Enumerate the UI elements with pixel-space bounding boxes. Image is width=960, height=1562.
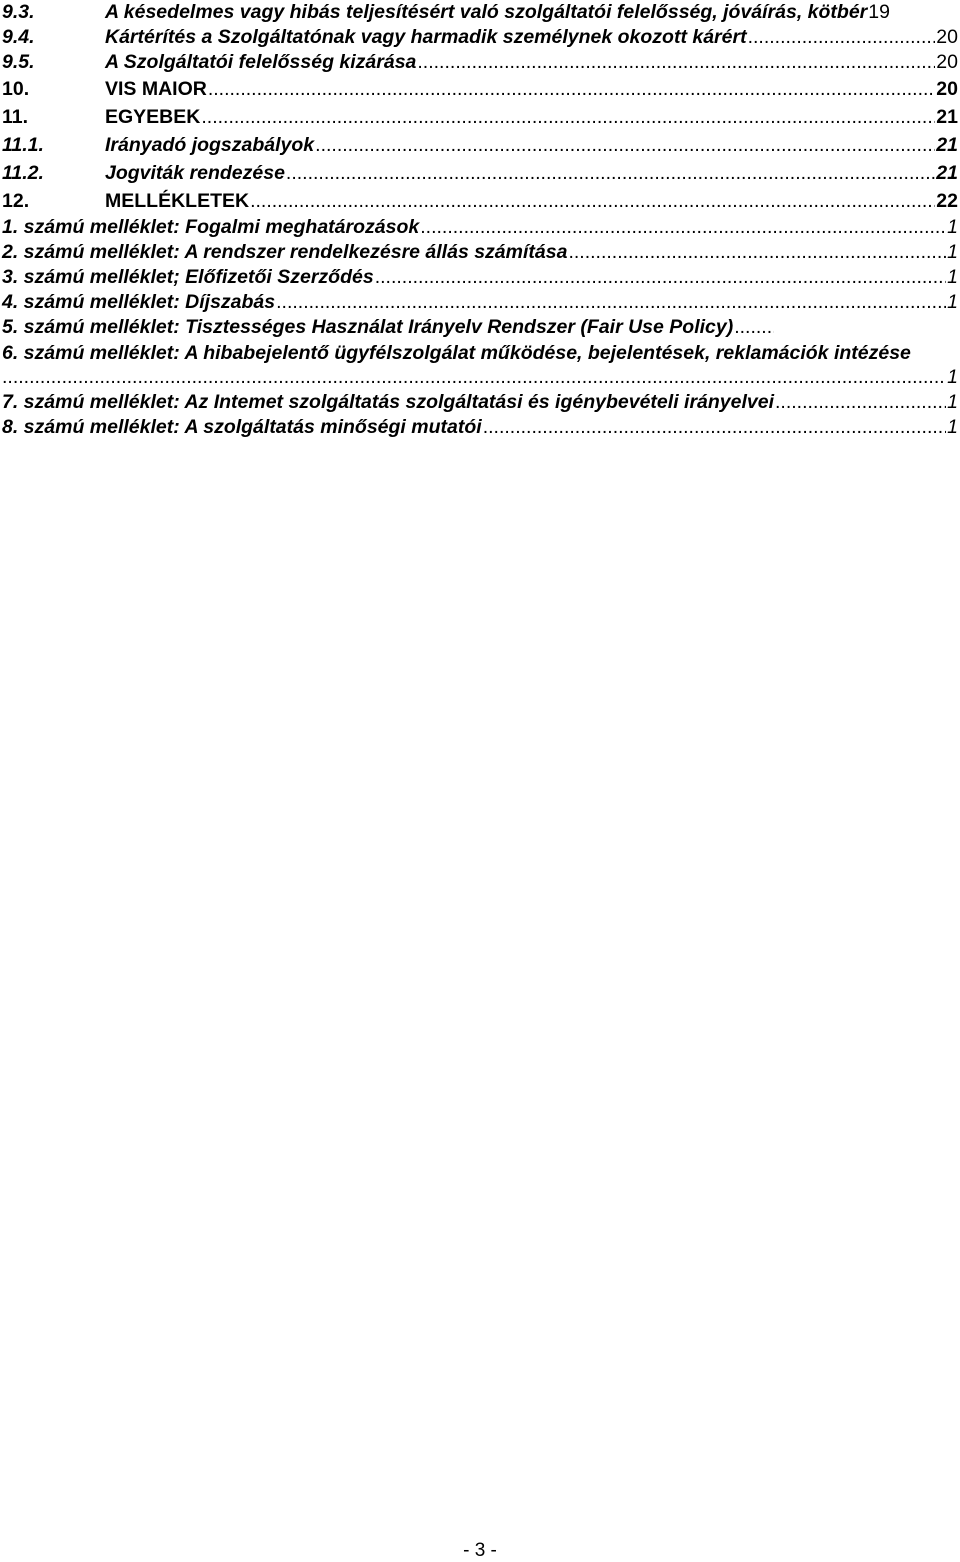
toc-annex-3[interactable] — [2, 265, 960, 290]
toc-entry-number: 11. — [2, 106, 29, 128]
toc-entry-number: 11.2. — [2, 162, 44, 184]
toc-annex-page: 1 — [947, 416, 958, 438]
toc-entry-title: A késedelmes vagy hibás teljesítésért való szolgáltatói felelősség, jóváírás, kötbér — [105, 1, 868, 23]
toc-entry-title: EGYEBEK — [105, 106, 201, 128]
toc-annex-page: 1 — [947, 266, 958, 288]
toc-leader-dots — [748, 25, 936, 50]
toc-annex-title: 6. számú melléklet: A hibabejelentő ügyfélszolgálat működése, bejelentések, reklamációk intézése — [2, 342, 911, 364]
toc-leader-dots — [483, 415, 946, 440]
toc-leader-dots — [315, 131, 935, 159]
toc-entry-title: VIS MAIOR — [105, 78, 207, 100]
toc-entry-page: 20 — [936, 51, 958, 73]
toc-leader-dots — [568, 240, 946, 265]
toc-annex-title: 1. számú melléklet: Fogalmi meghatározások — [2, 216, 420, 238]
toc-entry-page: 21 — [936, 134, 958, 156]
toc-annex-page: 1 — [947, 366, 958, 388]
toc-leader-dots — [250, 187, 935, 215]
toc-entry-11-1[interactable] — [2, 131, 960, 159]
toc-annex-1[interactable] — [2, 215, 960, 240]
toc-entry-9-3[interactable] — [2, 0, 960, 25]
toc-entry-10[interactable] — [2, 75, 960, 103]
toc-entry-number: 12. — [2, 190, 30, 212]
toc-leader-dots — [208, 75, 935, 103]
toc-annex-6-leader — [2, 365, 960, 390]
toc-annex-title: 4. számú melléklet: Díjszabás — [2, 291, 276, 313]
toc-leader-dots — [420, 215, 946, 240]
toc-entry-number: 9.5. — [2, 51, 35, 73]
toc-leader-dots — [201, 103, 935, 131]
toc-annex-8[interactable] — [2, 415, 960, 440]
toc-entry-number: 9.3. — [2, 1, 35, 23]
toc-annex-title: 7. számú melléklet: Az Intemet szolgáltatás szolgáltatási és igénybevételi irányelvei — [2, 391, 775, 413]
toc-entry-title: A Szolgáltatói felelősség kizárása — [105, 51, 417, 73]
toc-annex-6[interactable] — [2, 340, 960, 365]
toc-annex-page: 1 — [947, 216, 958, 238]
toc-leader-dots — [276, 290, 946, 315]
toc-entry-title: MELLÉKLETEK — [105, 190, 250, 212]
toc-annex-title: 2. számú melléklet: A rendszer rendelkezésre állás számítása — [2, 241, 568, 263]
toc-entry-page: 21 — [936, 106, 958, 128]
toc-leader-dots — [286, 159, 935, 187]
toc-entry-page: 19 — [868, 1, 890, 23]
page-number: - 3 - — [463, 1540, 497, 1561]
toc-entry-page: 20 — [936, 26, 958, 48]
toc-annex-page: 1 — [947, 241, 958, 263]
toc-entry-11[interactable] — [2, 103, 960, 131]
toc-entry-9-5[interactable] — [2, 50, 960, 75]
toc-annex-2[interactable] — [2, 240, 960, 265]
toc-entry-title: Irányadó jogszabályok — [105, 134, 315, 156]
toc-entry-page: 22 — [936, 190, 958, 212]
toc-leader-dots — [375, 265, 946, 290]
toc-annex-title: 3. számú melléklet; Előfizetői Szerződés — [2, 266, 374, 288]
toc-leader-dots — [734, 315, 774, 340]
toc-leader-dots — [2, 365, 946, 390]
toc-entry-page: 20 — [936, 78, 958, 100]
toc-annex-page: 1 — [947, 391, 958, 413]
toc-entry-12[interactable] — [2, 187, 960, 215]
toc-entry-number: 11.1. — [2, 134, 44, 156]
toc-annex-7[interactable] — [2, 390, 960, 415]
table-of-contents — [2, 0, 960, 440]
toc-entry-title: Jogviták rendezése — [105, 162, 285, 184]
toc-entry-title: Kártérítés a Szolgáltatónak vagy harmadik személynek okozott kárért — [105, 26, 747, 48]
toc-annex-title: 8. számú melléklet: A szolgáltatás minőségi mutatói — [2, 416, 482, 438]
toc-annex-5[interactable] — [2, 315, 960, 340]
toc-annex-page: 1 — [947, 291, 958, 313]
toc-entry-9-4[interactable] — [2, 25, 960, 50]
toc-annex-title: 5. számú melléklet: Tisztességes Használat Irányelv Rendszer (Fair Use Policy) — [2, 316, 734, 338]
toc-entry-number: 9.4. — [2, 26, 35, 48]
toc-annex-4[interactable] — [2, 290, 960, 315]
toc-entry-11-2[interactable] — [2, 159, 960, 187]
toc-entry-number: 10. — [2, 78, 30, 100]
toc-leader-dots — [775, 390, 946, 415]
toc-leader-dots — [417, 50, 935, 75]
toc-entry-page: 21 — [936, 162, 958, 184]
